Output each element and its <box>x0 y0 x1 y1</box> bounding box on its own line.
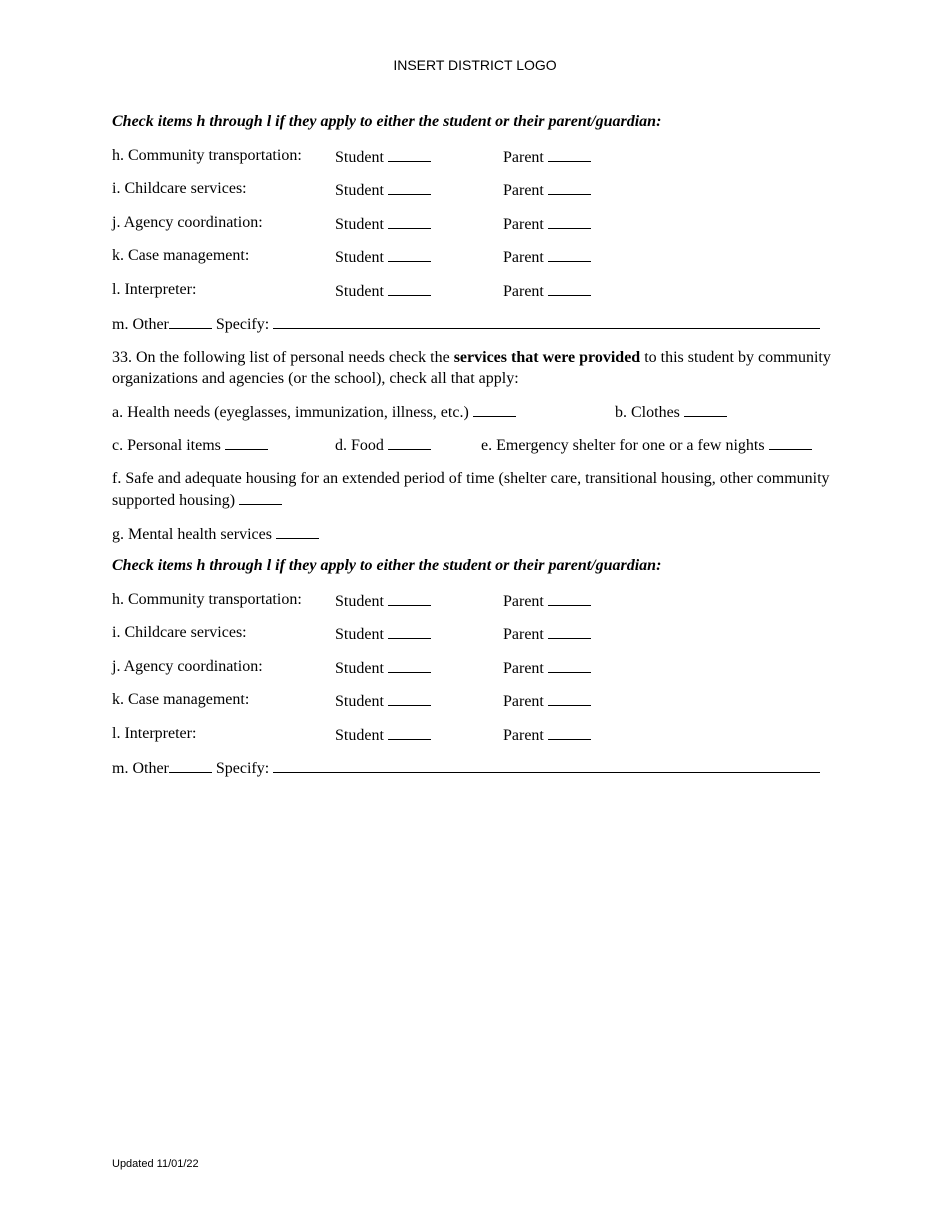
item-d-blank[interactable] <box>388 434 431 450</box>
parent-label: Parent <box>503 626 544 643</box>
section1-row-l <box>112 280 842 300</box>
parent-checkbox-blank[interactable] <box>548 657 591 673</box>
section1-heading: Check items h through l if they apply to either the student or their parent/guardian: <box>112 113 662 130</box>
parent-label: Parent <box>503 249 544 266</box>
item-d-label: d. Food <box>335 437 384 454</box>
parent-checkbox-blank[interactable] <box>548 213 591 229</box>
specify-label: Specify: <box>215 760 270 777</box>
parent-label: Parent <box>503 592 544 610</box>
student-checkbox-blank[interactable] <box>388 623 431 639</box>
other-label: m. Other <box>112 760 169 777</box>
student-label: Student <box>335 659 384 677</box>
section1-row-k <box>112 246 842 266</box>
other-checkbox-blank[interactable] <box>169 757 212 773</box>
student-label: Student <box>335 182 384 199</box>
item-c-label: c. Personal items <box>112 437 221 454</box>
other-label: m. Other <box>112 316 169 333</box>
question-emphasis: services that were provided <box>453 348 641 366</box>
item-a-blank[interactable] <box>473 401 516 417</box>
parent-checkbox-blank[interactable] <box>548 280 591 296</box>
student-checkbox-blank[interactable] <box>388 246 431 262</box>
parent-checkbox-blank[interactable] <box>548 246 591 262</box>
student-checkbox-blank[interactable] <box>388 179 431 195</box>
student-checkbox-blank[interactable] <box>388 213 431 229</box>
student-checkbox-blank[interactable] <box>388 590 431 606</box>
parent-label: Parent <box>503 726 544 744</box>
row-label: l. Interpreter: <box>112 724 197 742</box>
specify-input-line[interactable] <box>273 313 820 329</box>
student-checkbox-blank[interactable] <box>388 280 431 296</box>
question-33-intro <box>112 347 842 389</box>
parent-label: Parent <box>503 693 544 710</box>
item-f-label: f. Safe and adequate housing for an extended period of time (shelter care, transitional housing, other community supported housing) <box>112 469 830 509</box>
student-label: Student <box>335 592 384 610</box>
item-b-label: b. Clothes <box>615 403 680 421</box>
student-label: Student <box>335 626 384 643</box>
row-label: h. Community transportation: <box>112 590 302 608</box>
parent-checkbox-blank[interactable] <box>548 590 591 606</box>
item-a-label: a. Health needs (eyeglasses, immunization, illness, etc.) <box>112 403 469 421</box>
row-label: i. Childcare services: <box>112 180 247 197</box>
item-b-blank[interactable] <box>684 401 727 417</box>
form-body <box>112 112 842 791</box>
parent-label: Parent <box>503 659 544 677</box>
section2-other-row <box>112 757 842 777</box>
row-label: k. Case management: <box>112 691 250 708</box>
row-label: l. Interpreter: <box>112 280 197 298</box>
student-checkbox-blank[interactable] <box>388 146 431 162</box>
parent-label: Parent <box>503 148 544 166</box>
parent-label: Parent <box>503 215 544 233</box>
other-checkbox-blank[interactable] <box>169 313 212 329</box>
section1-row-j <box>112 213 842 233</box>
student-label: Student <box>335 148 384 166</box>
parent-checkbox-blank[interactable] <box>548 623 591 639</box>
parent-label: Parent <box>503 182 544 199</box>
student-label: Student <box>335 693 384 710</box>
question-text: to this student by community organizations and agencies (or the school), check all that apply: <box>112 348 831 387</box>
item-e-label: e. Emergency shelter for one or a few nights <box>481 437 765 454</box>
student-checkbox-blank[interactable] <box>388 690 431 706</box>
student-label: Student <box>335 726 384 744</box>
section1-row-h <box>112 146 842 166</box>
section2-row-l <box>112 724 842 744</box>
row-label: j. Agency coordination: <box>112 213 263 231</box>
row-label: k. Case management: <box>112 247 250 264</box>
section2-heading: Check items h through l if they apply to either the student or their parent/guardian: <box>112 557 662 574</box>
section2-row-h <box>112 590 842 610</box>
item-g-blank[interactable] <box>276 523 319 539</box>
parent-checkbox-blank[interactable] <box>548 724 591 740</box>
student-label: Student <box>335 249 384 266</box>
item-e-blank[interactable] <box>769 434 812 450</box>
section1-row-i <box>112 179 842 199</box>
student-label: Student <box>335 215 384 233</box>
row-label: h. Community transportation: <box>112 146 302 164</box>
section1-other-row <box>112 313 842 333</box>
item-c-blank[interactable] <box>225 434 268 450</box>
parent-label: Parent <box>503 282 544 300</box>
district-logo-placeholder: INSERT DISTRICT LOGO <box>393 57 557 73</box>
parent-checkbox-blank[interactable] <box>548 690 591 706</box>
section2-row-i <box>112 623 842 643</box>
parent-checkbox-blank[interactable] <box>548 146 591 162</box>
q33-row-g <box>112 523 842 543</box>
q33-row-cde <box>112 434 842 454</box>
updated-date: Updated 11/01/22 <box>112 1158 199 1170</box>
q33-row-f <box>112 468 842 511</box>
student-label: Student <box>335 282 384 300</box>
item-f-blank[interactable] <box>239 489 282 505</box>
student-checkbox-blank[interactable] <box>388 724 431 740</box>
specify-label: Specify: <box>215 316 270 333</box>
section2-row-k <box>112 690 842 710</box>
section2-row-j <box>112 657 842 677</box>
row-label: j. Agency coordination: <box>112 657 263 675</box>
row-label: i. Childcare services: <box>112 624 247 641</box>
item-g-label: g. Mental health services <box>112 525 272 543</box>
student-checkbox-blank[interactable] <box>388 657 431 673</box>
parent-checkbox-blank[interactable] <box>548 179 591 195</box>
question-text: 33. On the following list of personal needs check the <box>112 348 454 366</box>
specify-input-line[interactable] <box>273 757 820 773</box>
q33-row-ab <box>112 401 842 421</box>
